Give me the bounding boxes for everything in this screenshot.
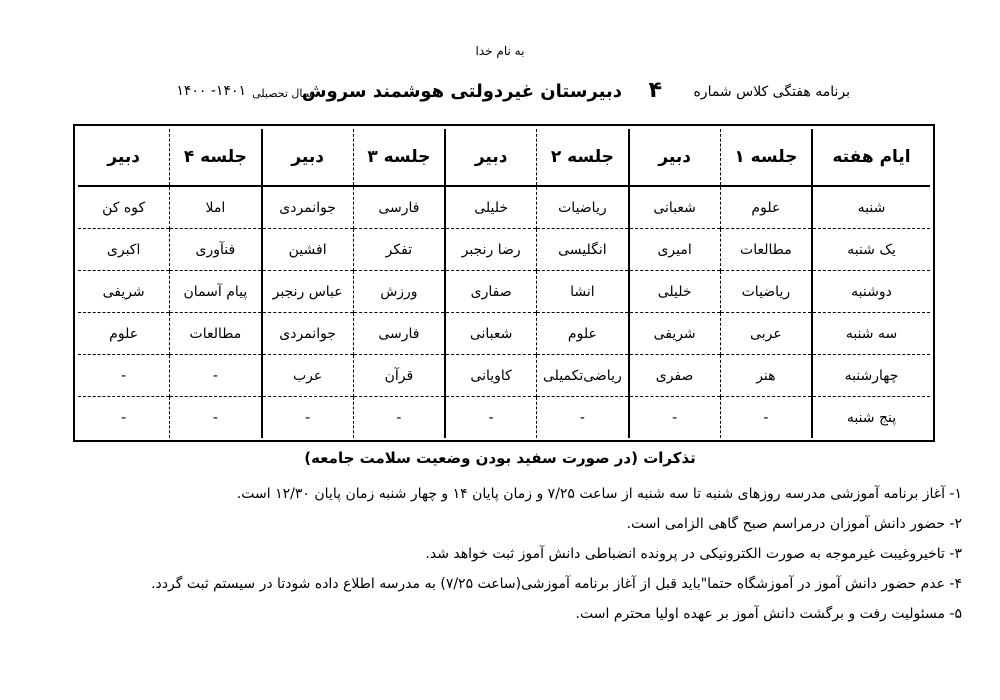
teacher-cell: عرب <box>262 355 354 397</box>
subject-cell: - <box>353 397 445 439</box>
teacher-cell: شعبانی <box>629 186 721 229</box>
subject-cell: هنر <box>720 355 812 397</box>
basmala: به نام خدا <box>475 44 525 58</box>
subject-cell: علوم <box>720 186 812 229</box>
teacher-cell: شریفی <box>78 271 170 313</box>
subject-cell: - <box>170 397 262 439</box>
teacher-cell: اکبری <box>78 229 170 271</box>
note-item: ۴- عدم حضور دانش آموز در آموزشگاه حتما"باید قبل از آغاز برنامه آموزشی(ساعت ۷/۲۵) به مدرسه اطلاع داده شودتا در سیستم ثبت گردد. <box>151 576 962 592</box>
teacher-cell: جوانمردی <box>262 313 354 355</box>
subject-cell: فارسی <box>353 186 445 229</box>
subject-cell: پیام آسمان <box>170 271 262 313</box>
header-days: ایام هفته <box>812 129 930 186</box>
teacher-cell: شعبانی <box>445 313 537 355</box>
table-header-row <box>78 129 930 186</box>
teacher-cell: - <box>262 397 354 439</box>
teacher-cell: عباس رنجبر <box>262 271 354 313</box>
note-item: ۱- آغاز برنامه آموزشی مدرسه روزهای شنبه تا سه شنبه از ساعت ۷/۲۵ و زمان پایان ۱۴ و چهار شنبه زمان پایان ۱۲/۳۰ است. <box>236 486 962 502</box>
teacher-cell: صفاری <box>445 271 537 313</box>
day-cell: شنبه <box>812 186 930 229</box>
page-title <box>150 78 850 108</box>
table-row <box>78 229 930 271</box>
title-main: برنامه هفتگی کلاس شماره <box>693 84 850 100</box>
header-teacher-1: دبیر <box>629 129 721 186</box>
notes-title: تذکرات (در صورت سفید بودن وضعیت سلامت جامعه) <box>304 449 696 467</box>
subject-cell: ریاضیات <box>720 271 812 313</box>
header-session-2: جلسه ۲ <box>537 129 629 186</box>
teacher-cell: - <box>629 397 721 439</box>
teacher-cell: - <box>78 397 170 439</box>
teacher-cell: - <box>445 397 537 439</box>
year-label: سال تحصیلی <box>252 87 312 100</box>
subject-cell: ورزش <box>353 271 445 313</box>
table-row <box>78 397 930 439</box>
day-cell: دوشنبه <box>812 271 930 313</box>
table-row <box>78 271 930 313</box>
subject-cell: مطالعات <box>170 313 262 355</box>
subject-cell: فارسی <box>353 313 445 355</box>
note-item: ۲- حضور دانش آموزان درمراسم صبح گاهی الزامی است. <box>626 516 962 532</box>
teacher-cell: خلیلی <box>445 186 537 229</box>
subject-cell: ریاضی‌تکمیلی <box>537 355 629 397</box>
subject-cell: قرآن <box>353 355 445 397</box>
schedule-table <box>78 129 930 438</box>
year-value: ۱۴۰۱- ۱۴۰۰ <box>176 83 246 99</box>
header-teacher-4: دبیر <box>78 129 170 186</box>
note-item: ۵- مسئولیت رفت و برگشت دانش آموز بر عهده اولیا محترم است. <box>575 606 962 622</box>
class-number: ۴ <box>648 78 662 103</box>
subject-cell: ریاضیات <box>537 186 629 229</box>
teacher-cell: کاویانی <box>445 355 537 397</box>
subject-cell: علوم <box>537 313 629 355</box>
header-session-3: جلسه ۳ <box>353 129 445 186</box>
teacher-cell: علوم <box>78 313 170 355</box>
school-name: دبیرستان غیردولتی هوشمند سروش <box>301 81 622 102</box>
teacher-cell: افشین <box>262 229 354 271</box>
teacher-cell: رضا رنجبر <box>445 229 537 271</box>
subject-cell: - <box>537 397 629 439</box>
day-cell: پنج شنبه <box>812 397 930 439</box>
day-cell: چهارشنبه <box>812 355 930 397</box>
teacher-cell: خلیلی <box>629 271 721 313</box>
teacher-cell: شریفی <box>629 313 721 355</box>
subject-cell: مطالعات <box>720 229 812 271</box>
teacher-cell: صفری <box>629 355 721 397</box>
subject-cell: تفکر <box>353 229 445 271</box>
schedule-table-frame <box>73 124 935 442</box>
teacher-cell: - <box>78 355 170 397</box>
subject-cell: املا <box>170 186 262 229</box>
table-row <box>78 186 930 229</box>
teacher-cell: جوانمردی <box>262 186 354 229</box>
day-cell: سه شنبه <box>812 313 930 355</box>
subject-cell: عربی <box>720 313 812 355</box>
day-cell: یک شنبه <box>812 229 930 271</box>
subject-cell: انشا <box>537 271 629 313</box>
header-teacher-3: دبیر <box>262 129 354 186</box>
subject-cell: - <box>720 397 812 439</box>
subject-cell: - <box>170 355 262 397</box>
header-teacher-2: دبیر <box>445 129 537 186</box>
header-session-4: جلسه ۴ <box>170 129 262 186</box>
header-session-1: جلسه ۱ <box>720 129 812 186</box>
table-row <box>78 313 930 355</box>
table-row <box>78 355 930 397</box>
notes-list <box>62 480 962 630</box>
subject-cell: انگلیسی <box>537 229 629 271</box>
note-item: ۳- تاخیروغیبت غیرموجه به صورت الکترونیکی در پرونده انضباطی دانش آموز ثبت خواهد شد. <box>425 546 962 562</box>
subject-cell: فنآوری <box>170 229 262 271</box>
teacher-cell: کوه کن <box>102 199 146 216</box>
teacher-cell: امیری <box>629 229 721 271</box>
